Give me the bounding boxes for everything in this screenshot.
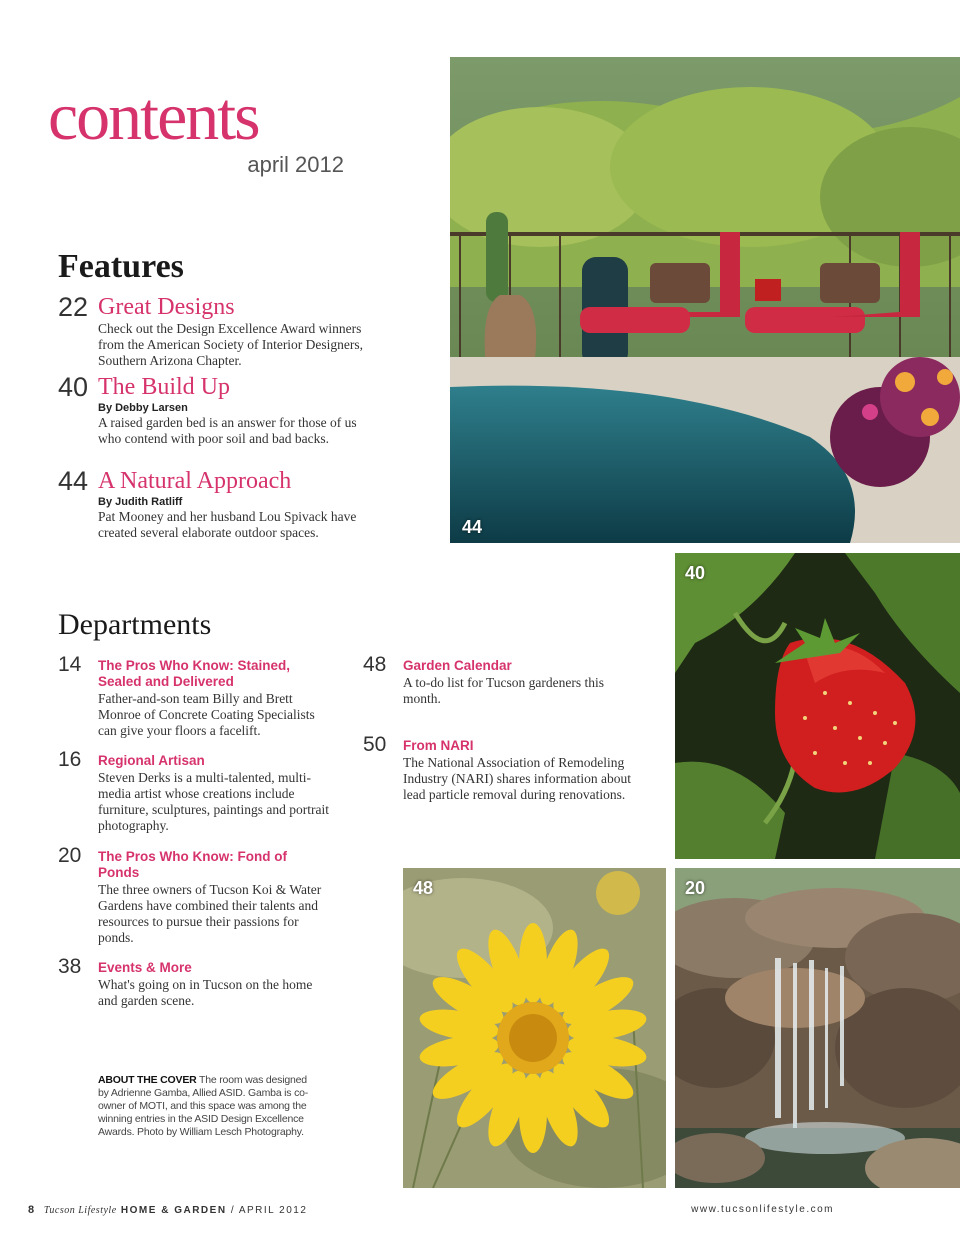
footer-website[interactable]: www.tucsonlifestyle.com bbox=[691, 1204, 834, 1215]
feature-description: Check out the Design Excellence Award winners from the American Society of Interior Designers, Southern Arizona Chapter. bbox=[98, 321, 364, 368]
department-title: The Pros Who Know: Stained, Sealed and Delivered bbox=[98, 658, 290, 689]
feature-title: The Build Up bbox=[98, 374, 230, 400]
about-cover-text: The room was designed by Adrienne Gamba, Allied ASID. Gamba is co-owner of MOTI, and this space was among the winning entries in the ASID Design Excellence Awards. Photo by William Lesch Photography. bbox=[98, 1074, 309, 1138]
department-description: Steven Derks is a multi-talented, multi-media artist whose creations include furniture, sculptures, paintings and portrait photography. bbox=[98, 770, 329, 833]
feature-description: Pat Mooney and her husband Lou Spivack have created several elaborate outdoor spaces. bbox=[98, 509, 357, 540]
feature-title: A Natural Approach bbox=[98, 468, 292, 494]
feature-page-number: 44 bbox=[58, 466, 89, 496]
feature-page-number: 22 bbox=[58, 292, 89, 322]
patio-photo-page-tag: 44 bbox=[462, 517, 483, 537]
department-page-number: 38 bbox=[58, 955, 82, 978]
department-description: What's going on in Tucson on the home and garden scene. bbox=[98, 977, 313, 1008]
feature-title: Great Designs bbox=[98, 294, 235, 320]
feature-description: A raised garden bed is an answer for those of us who contend with poor soil and bad backs. bbox=[98, 415, 357, 446]
daisy-photo[interactable] bbox=[403, 868, 666, 1188]
department-title: Garden Calendar bbox=[403, 658, 512, 673]
department-description: The National Association of Remodeling Industry (NARI) shares information about lead particle removal during renovations. bbox=[403, 755, 631, 802]
footer-brand: Tucson Lifestyle bbox=[43, 1205, 117, 1216]
about-cover-label: ABOUT THE COVER bbox=[98, 1074, 197, 1086]
feature-byline: By Debby Larsen bbox=[98, 402, 188, 414]
department-page-number: 14 bbox=[58, 653, 82, 676]
contents-masthead bbox=[48, 78, 348, 177]
contents-title: contents bbox=[48, 78, 259, 154]
department-page-number: 16 bbox=[58, 748, 82, 771]
department-title: From NARI bbox=[403, 738, 474, 753]
department-page-number: 48 bbox=[363, 653, 387, 676]
department-description: The three owners of Tucson Koi & Water Gardens have combined their talents and resources to pursue their passions for ponds. bbox=[98, 882, 322, 945]
page-number: 8 bbox=[28, 1204, 36, 1216]
strawberry-photo[interactable] bbox=[675, 553, 960, 859]
feature-page-number: 40 bbox=[58, 372, 89, 402]
department-title: Regional Artisan bbox=[98, 753, 205, 768]
footer-section: HOME & GARDEN bbox=[120, 1205, 227, 1216]
page-footer bbox=[28, 1204, 307, 1216]
feature-byline: By Judith Ratliff bbox=[98, 496, 183, 508]
department-title: Events & More bbox=[98, 960, 192, 975]
footer-issue: / APRIL 2012 bbox=[226, 1205, 308, 1216]
about-the-cover bbox=[98, 1074, 318, 1139]
department-description: A to-do list for Tucson gardeners this month. bbox=[403, 675, 604, 706]
department-title: The Pros Who Know: Fond of Ponds bbox=[98, 849, 287, 880]
waterfall-photo[interactable] bbox=[675, 868, 960, 1188]
department-description: Father-and-son team Billy and Brett Monroe of Concrete Coating Specialists can give your floors a facelift. bbox=[98, 691, 315, 738]
department-page-number: 50 bbox=[363, 733, 387, 756]
strawberry-photo-page-tag: 40 bbox=[685, 563, 706, 583]
daisy-photo-page-tag: 48 bbox=[413, 878, 434, 898]
features-heading: Features bbox=[58, 248, 184, 285]
department-page-number: 20 bbox=[58, 844, 82, 867]
waterfall-photo-page-tag: 20 bbox=[685, 878, 706, 898]
issue-date: april 2012 bbox=[247, 152, 344, 177]
patio-pool-photo[interactable] bbox=[450, 57, 960, 543]
departments-heading: Departments bbox=[58, 608, 212, 641]
